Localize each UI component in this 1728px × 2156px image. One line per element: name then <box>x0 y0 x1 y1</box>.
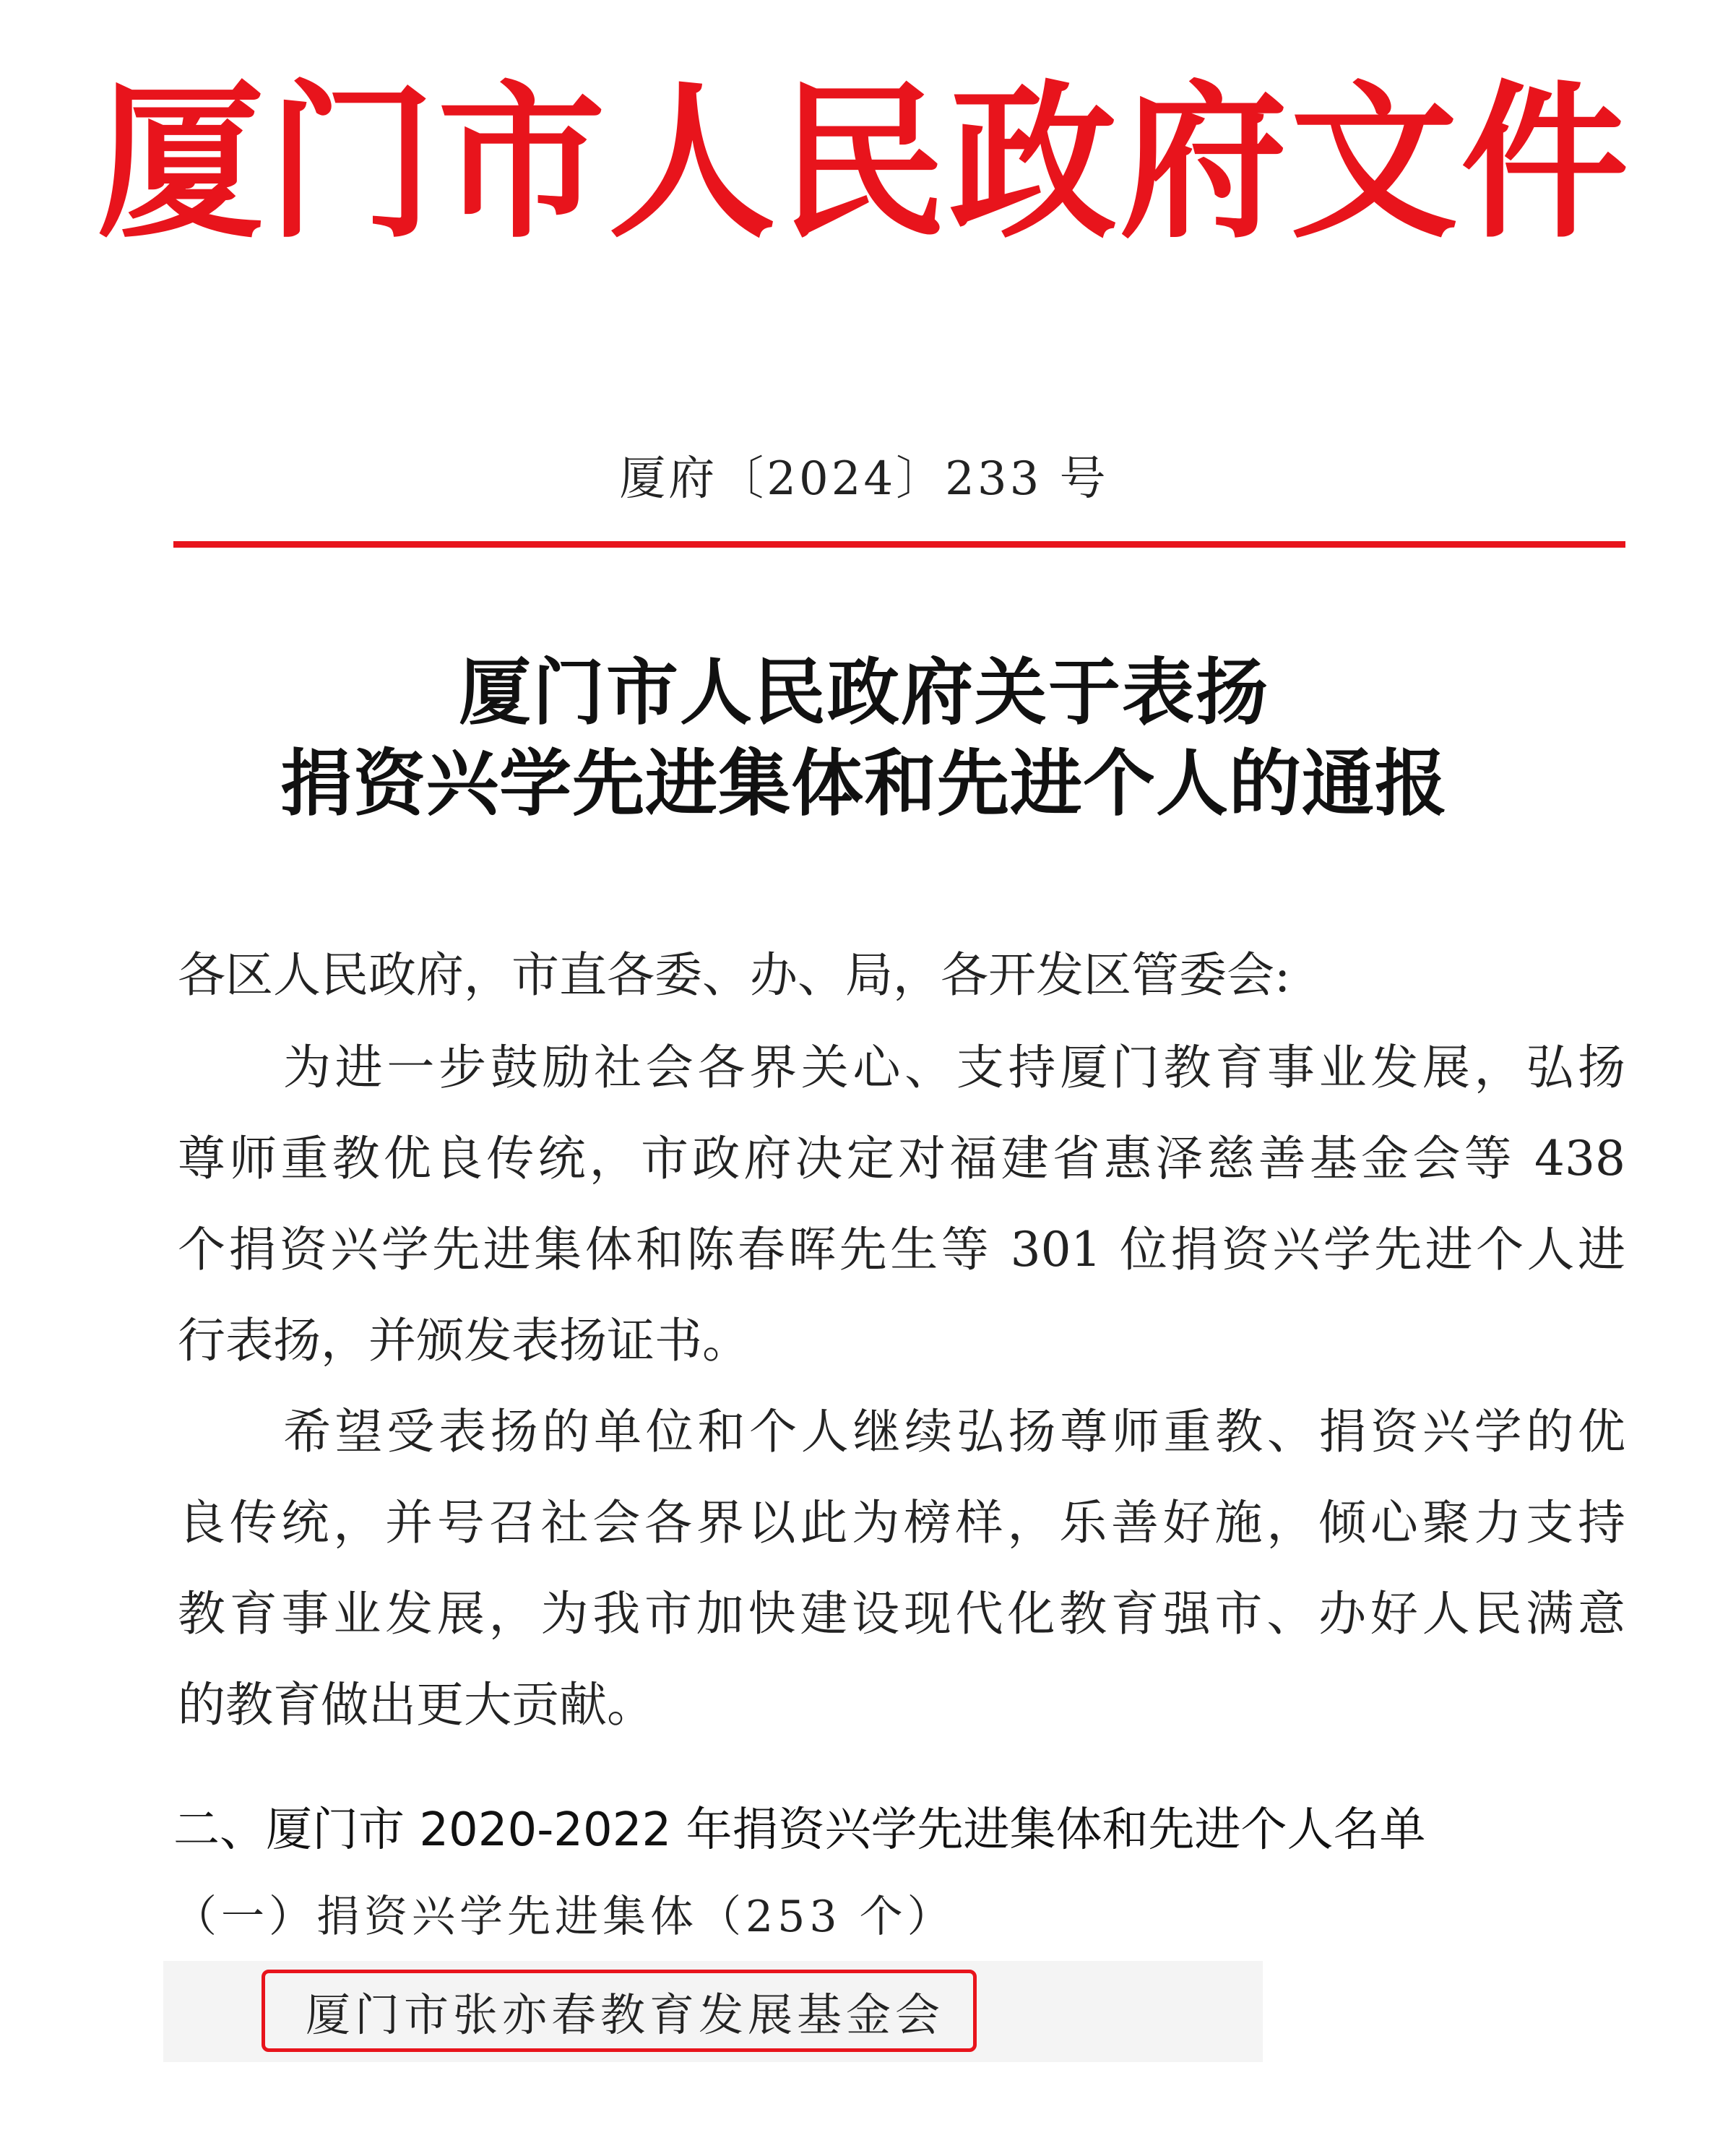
paragraph-1-line-3: 个捐资兴学先进集体和陈春晖先生等 301 位捐资兴学先进个人进 <box>178 1222 1625 1277</box>
paragraph-2-line-4: 的教育做出更大贡献。 <box>178 1677 655 1733</box>
paragraph-2-line-3: 教育事业发展，为我市加快建设现代化教育强市、办好人民满意 <box>178 1586 1625 1642</box>
paragraph-1-line-2: 尊师重教优良传统，市政府决定对福建省惠泽慈善基金会等 438 <box>178 1131 1625 1186</box>
paragraph-2-line-2: 良传统，并号召社会各界以此为榜样，乐善好施，倾心聚力支持 <box>178 1495 1625 1551</box>
subsection-heading: （一）捐资兴学先进集体（253 个） <box>173 1892 955 1942</box>
salutation: 各区人民政府，市直各委、办、局，各开发区管委会: <box>178 947 1291 1003</box>
document-masthead: 厦门市人民政府文件 <box>96 64 1631 261</box>
document-number: 厦府〔2024〕233 号 <box>619 452 1109 506</box>
document-title-line-2: 捐资兴学先进集体和先进个人的通报 <box>280 741 1448 826</box>
red-divider-line <box>173 541 1625 548</box>
document-title-line-1: 厦门市人民政府关于表扬 <box>459 650 1269 735</box>
paragraph-2-line-1: 希望受表扬的单位和个人继续弘扬尊师重教、捐资兴学的优 <box>283 1404 1625 1459</box>
section-heading: 二、厦门市 2020-2022 年捐资兴学先进集体和先进个人名单 <box>173 1803 1426 1857</box>
highlighted-list-item <box>262 1970 977 2052</box>
paragraph-1-line-4: 行表扬，并颁发表扬证书。 <box>178 1313 750 1368</box>
paragraph-1-line-1: 为进一步鼓励社会各界关心、支持厦门教育事业发展，弘扬 <box>283 1040 1625 1095</box>
list-item-label: 厦门市张亦春教育发展基金会 <box>306 1988 945 2041</box>
